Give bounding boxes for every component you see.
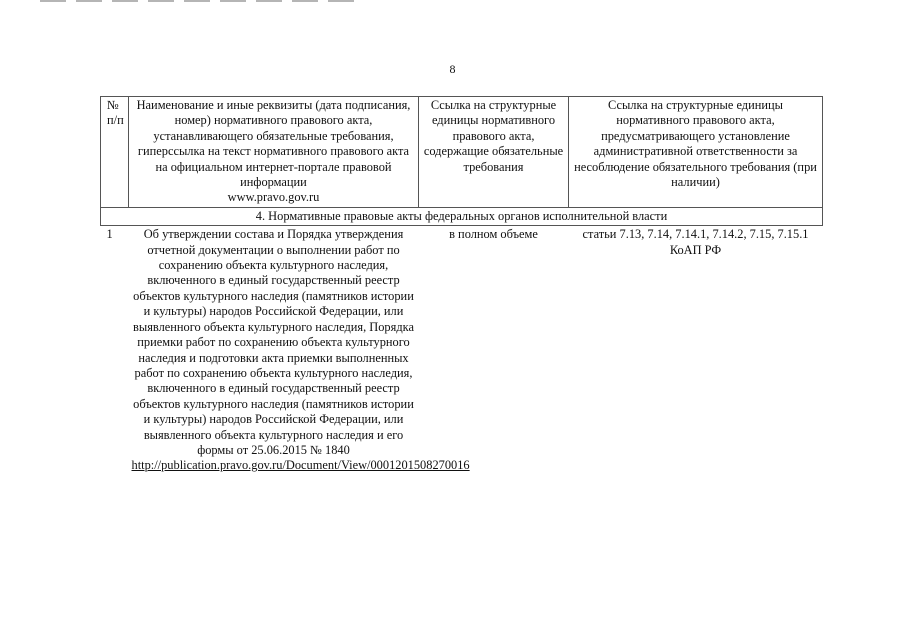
row-liability: статьи 7.13, 7.14, 7.14.1, 7.14.2, 7.15, 7.15.1 КоАП РФ: [582, 227, 809, 257]
regulatory-acts-table: [100, 96, 823, 475]
row-act-name-text: Об утверждении состава и Порядка утверждения отчетной документации о выполнении работ по сохранению объекта культурного наследия, включенного в единый государственный реестр объектов культурного наследия (памятников истории и культуры) народов Российской Федерации, или выявленного объекта культурного наследия, Порядка приемки работ по сохранению объекта культурного наследия и подготовки акта приемки выполненных работ по сохранению объекта культурного наследия, включенного в единый государственный реестр объектов культурного наследия (памятников истории и культуры) народов Российской Федерации, или выявленного объекта культурного наследия и его формы от 25.06.2015 № 1840: [133, 227, 414, 457]
section-title: 4. Нормативные правовые акты федеральных органов исполнительной власти: [101, 207, 823, 225]
header-structural-units: Ссылка на структурные единицы нормативного правового акта, содержащие обязательные требования: [419, 97, 569, 208]
header-number: № п/п: [101, 97, 129, 208]
header-act-name: [129, 97, 419, 208]
header-liability: Ссылка на структурные единицы нормативного правового акта, предусматривающего установление административной ответственности за несоблюдение обязательного требования (при наличии): [569, 97, 823, 208]
top-scan-rule: [40, 0, 354, 3]
header-pravo-link[interactable]: www.pravo.gov.ru: [227, 190, 320, 205]
row-structural-units: в полном объеме: [449, 227, 538, 242]
table-row: [101, 226, 823, 475]
section-row: [101, 207, 823, 225]
row-act-name: [129, 226, 470, 475]
page-number: 8: [449, 62, 456, 76]
row-document-link[interactable]: http://publication.pravo.gov.ru/Document/View/0001201508270016: [131, 458, 470, 473]
table-header-row: [101, 97, 823, 208]
row-number: 1: [106, 227, 113, 242]
header-act-name-text: Наименование и иные реквизиты (дата подписания, номер) нормативного правового акта, устанавливающего обязательные требования, гиперссылка на текст нормативного правового акта на официальном интернет-портале правовой информации: [136, 98, 411, 190]
